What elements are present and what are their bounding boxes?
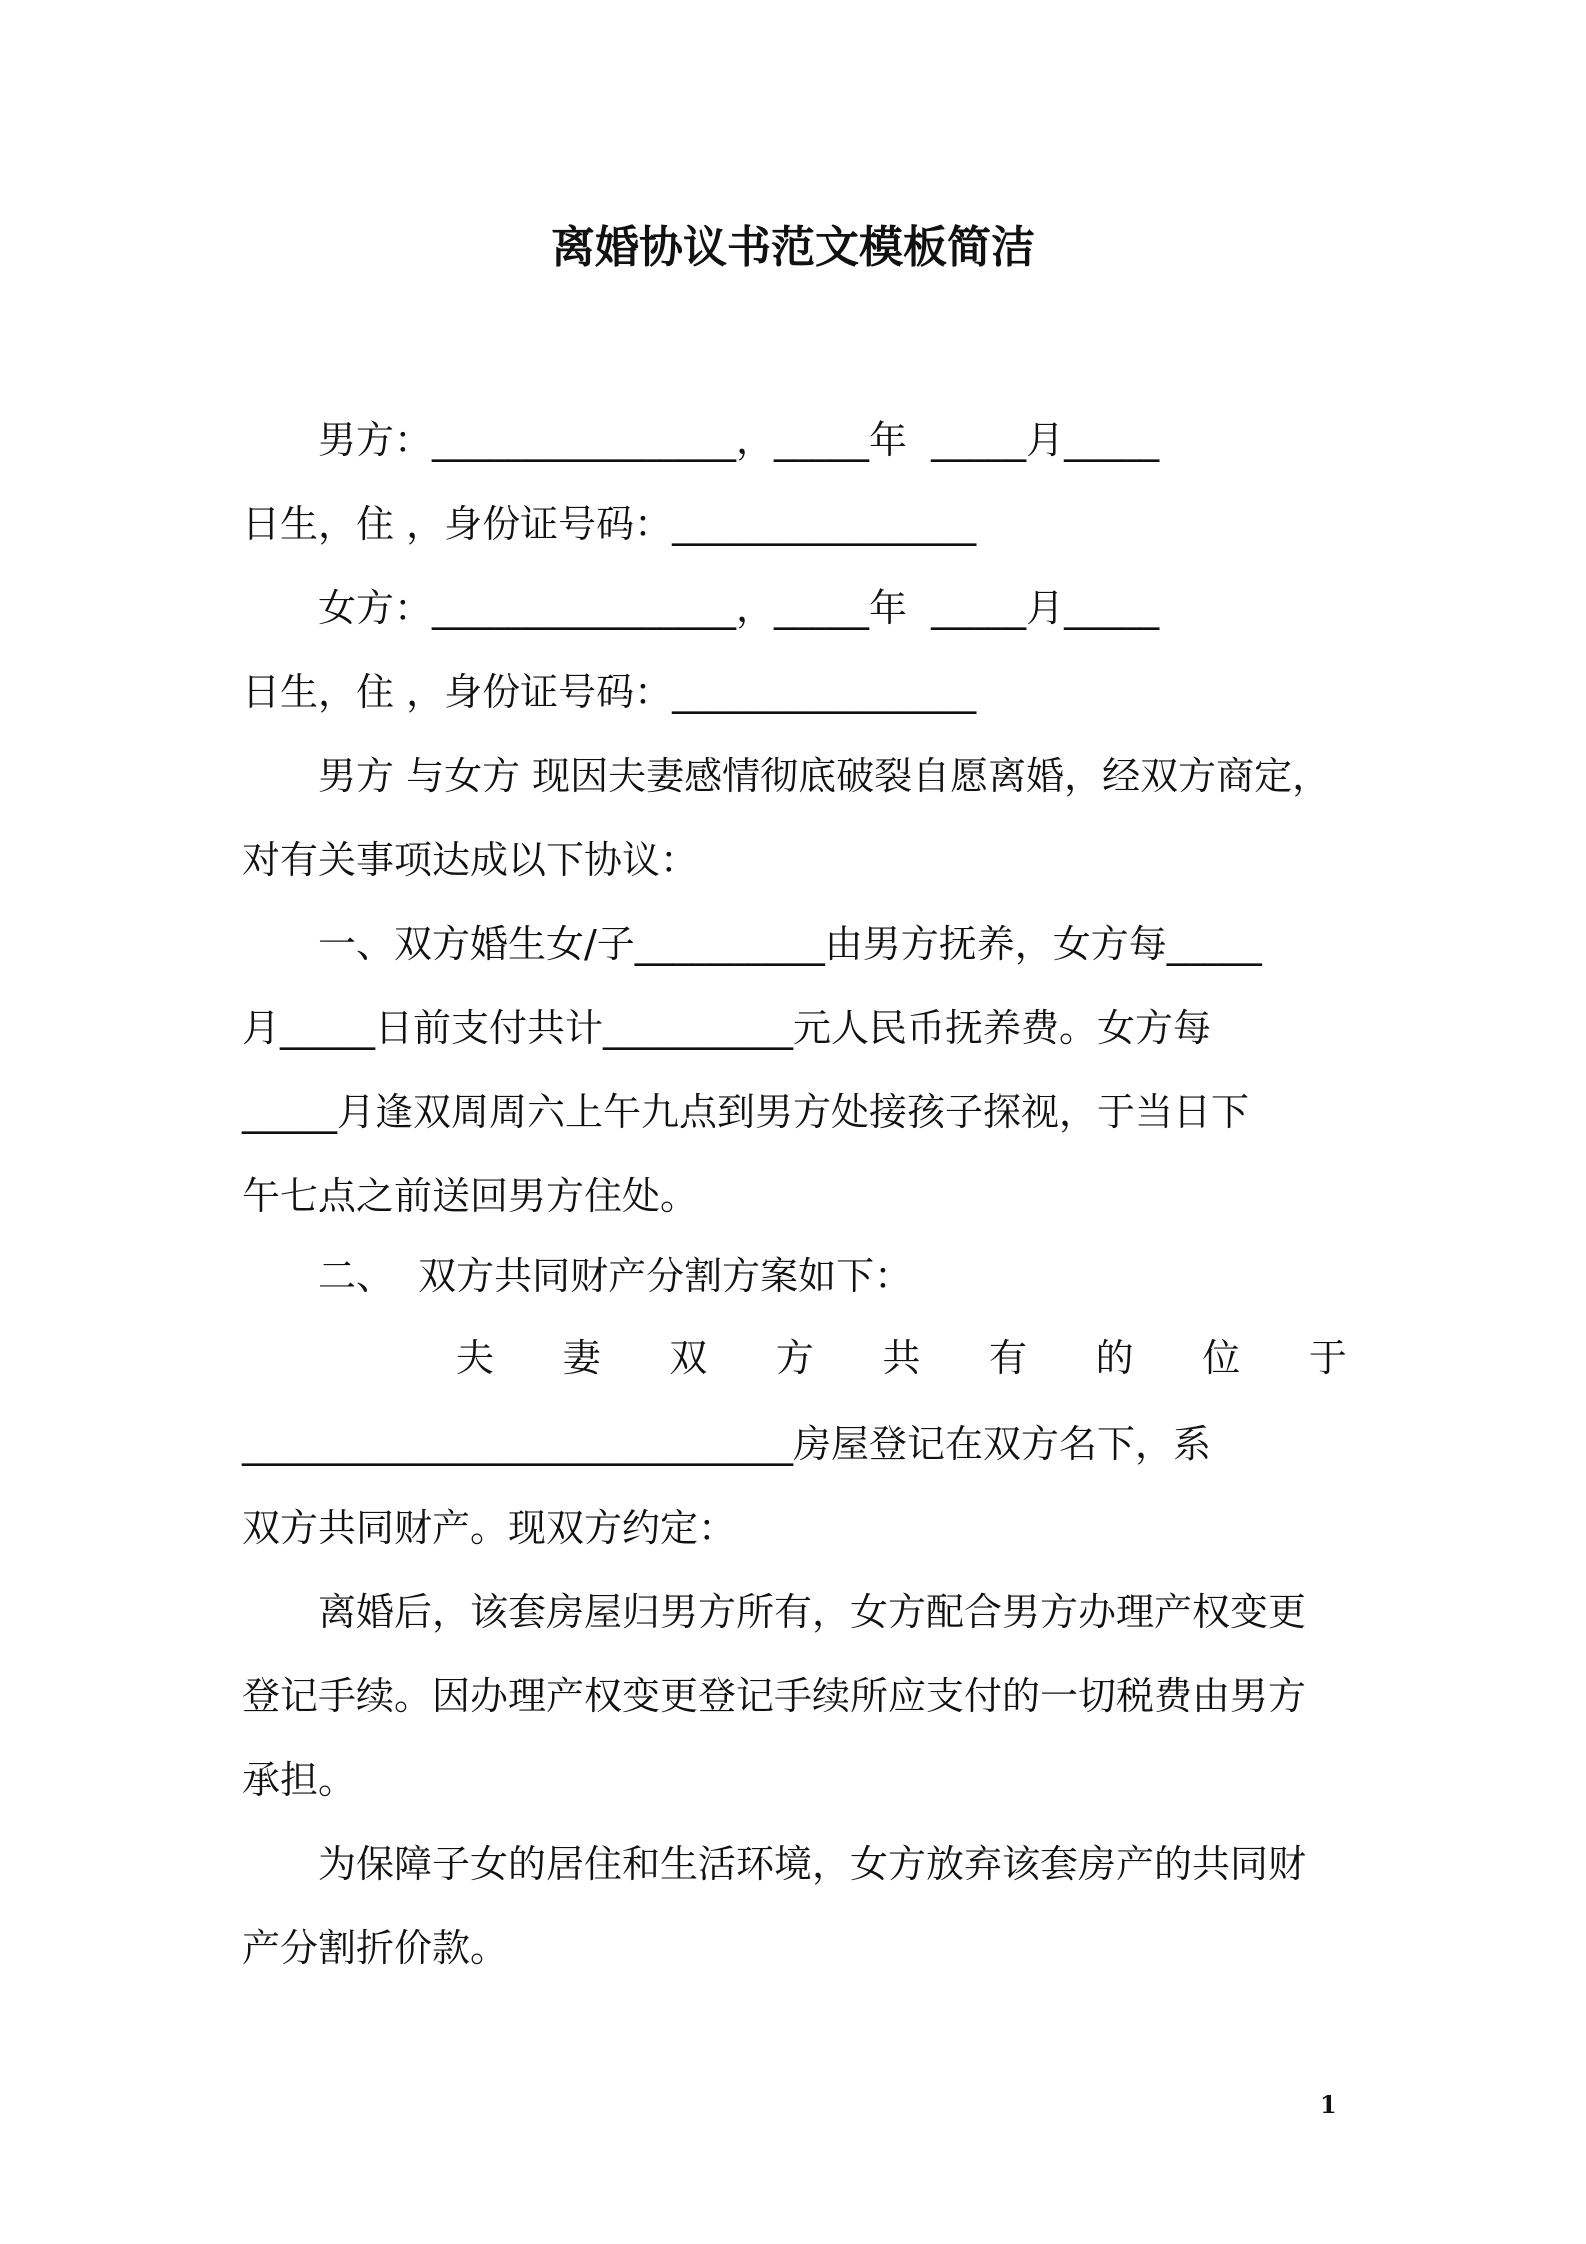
spread-char: 位: [1202, 1336, 1241, 1380]
paragraph-line-after-divorce: 离婚后，该套房屋归男方所有，女方配合男方办理产权变更: [242, 1590, 1307, 1634]
paragraph-line-intro-cont: 对有关事项达成以下协议：: [242, 838, 699, 882]
paragraph-line-children-end: 产分割折价款。: [242, 1926, 509, 1970]
spread-char: 于: [1308, 1336, 1347, 1380]
paragraph-line-male-id: 日生，住 ，身份证号码：________________: [242, 502, 977, 546]
paragraph-line-house-cont: 双方共同财产。现双方约定：: [242, 1506, 737, 1550]
spread-char: 夫: [456, 1336, 495, 1380]
paragraph-line-clause-1-visit: _____月逢双周周六上午九点到男方处接孩子探视，于当日下: [242, 1090, 1250, 1134]
spread-char: 方: [775, 1336, 814, 1380]
paragraph-line-house: _____________________________房屋登记在双方名下，系: [242, 1422, 1212, 1466]
paragraph-line-clause-1: 一、双方婚生女/子__________由男方抚养，女方每_____: [242, 922, 1262, 966]
paragraph-line-male-party: 男方：________________，_____年 _____月_____: [242, 418, 1160, 462]
paragraph-line-intro: 男方 与女方 现因夫妻感情彻底破裂自愿离婚，经双方商定，: [242, 754, 1331, 798]
spread-char: 妻: [562, 1336, 601, 1380]
paragraph-line-clause-1-cont: 月_____日前支付共计__________元人民币抚养费。女方每: [242, 1006, 1212, 1050]
page-number: 1: [1320, 2090, 1337, 2119]
spread-char: 共: [882, 1336, 921, 1380]
paragraph-line-female-id: 日生，住 ，身份证号码：________________: [242, 670, 977, 714]
paragraph-line-female-party: 女方：________________，_____年 _____月_____: [242, 586, 1160, 630]
paragraph-line-after-divorce-end: 承担。: [242, 1758, 357, 1802]
spread-char: 双: [669, 1336, 708, 1380]
spread-char: 有: [989, 1336, 1028, 1380]
paragraph-line-after-divorce-cont: 登记手续。因办理产权变更登记手续所应支付的一切税费由男方: [242, 1674, 1307, 1718]
spread-char: 的: [1095, 1336, 1134, 1380]
paragraph-line-clause-2: 二、 双方共同财产分割方案如下：: [242, 1254, 913, 1298]
paragraph-line-clause-1-end: 午七点之前送回男方住处。: [242, 1174, 699, 1218]
paragraph-line-children: 为保障子女的居住和生活环境，女方放弃该套房产的共同财: [242, 1842, 1307, 1886]
spread-text-line: [242, 1332, 1347, 1384]
document-title: 离婚协议书范文模板简洁: [551, 222, 1035, 273]
